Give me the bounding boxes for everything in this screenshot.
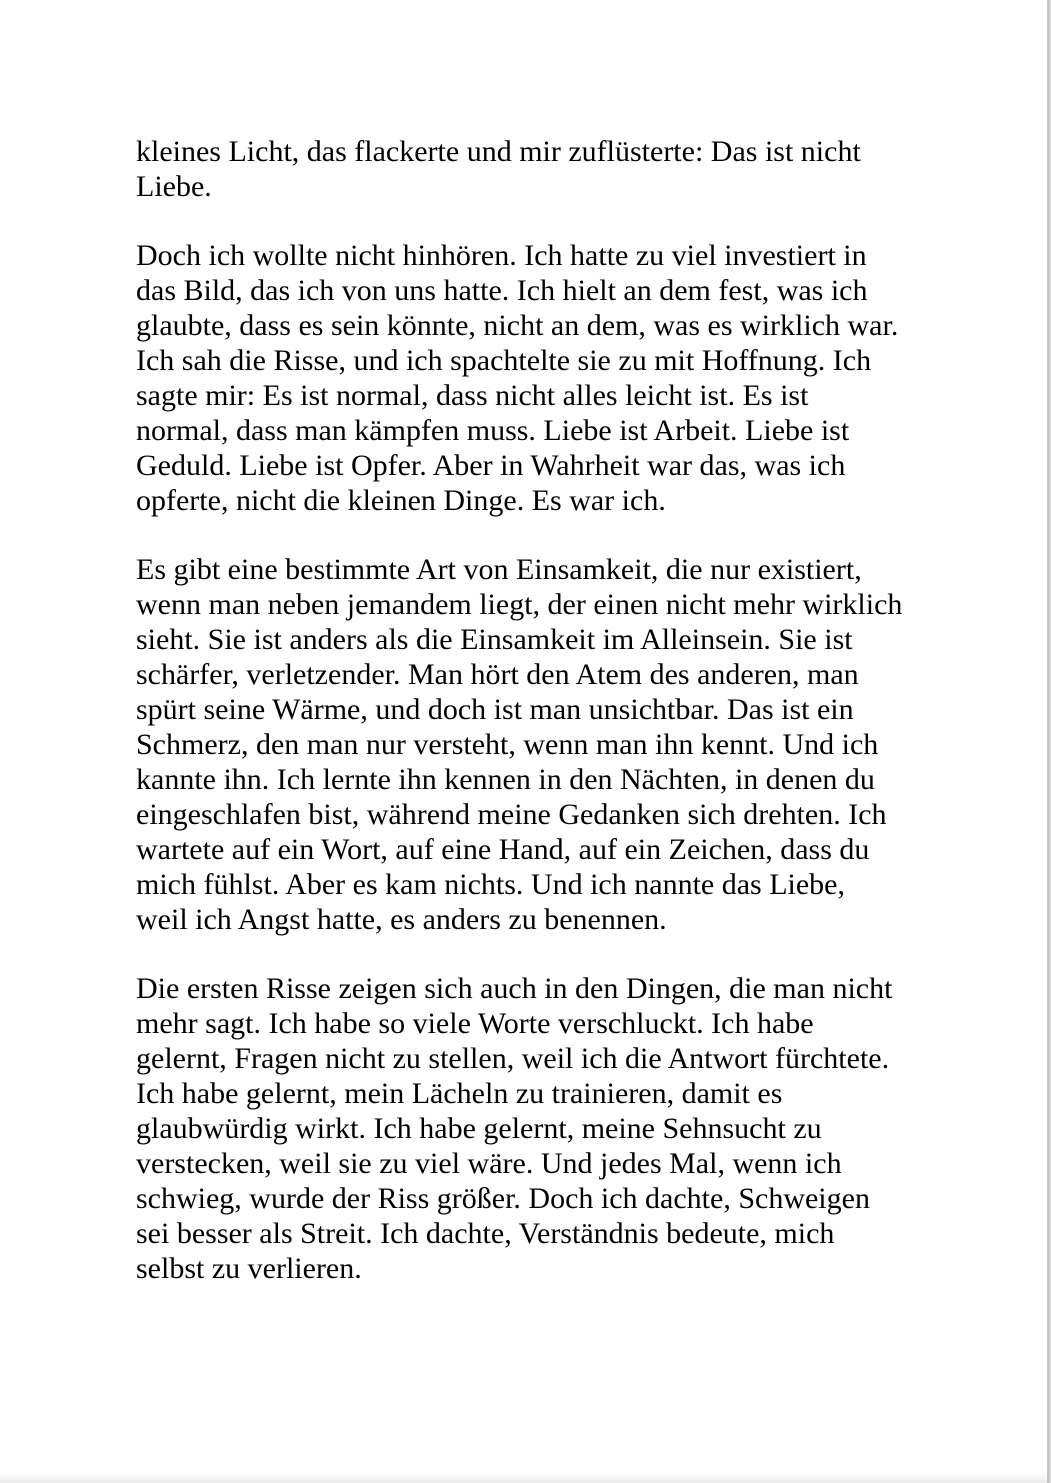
- text-line: sagte mir: Es ist normal, dass nicht alles leicht ist. Es ist: [136, 379, 809, 412]
- paragraph: [136, 971, 936, 1286]
- text-line: Schmerz, den man nur versteht, wenn man ihn kennt. Und ich: [136, 728, 879, 761]
- text-line: weil ich Angst hatte, es anders zu benennen.: [136, 903, 667, 936]
- paragraph: [136, 552, 936, 937]
- text-line: sei besser als Streit. Ich dachte, Verständnis bedeute, mich: [136, 1217, 835, 1250]
- text-line: kleines Licht, das flackerte und mir zuflüsterte: Das ist nicht: [136, 135, 861, 168]
- text-line: Liebe.: [136, 170, 212, 203]
- text-line: glaubte, dass es sein könnte, nicht an dem, was es wirklich war.: [136, 309, 899, 342]
- text-line: verstecken, weil sie zu viel wäre. Und jedes Mal, wenn ich: [136, 1147, 842, 1180]
- text-line: mehr sagt. Ich habe so viele Worte verschluckt. Ich habe: [136, 1007, 814, 1040]
- text-line: kannte ihn. Ich lernte ihn kennen in den Nächten, in denen du: [136, 763, 875, 796]
- text-line: wartete auf ein Wort, auf eine Hand, auf ein Zeichen, dass du: [136, 833, 870, 866]
- text-line: opferte, nicht die kleinen Dinge. Es war ich.: [136, 484, 666, 517]
- paragraph: [136, 238, 936, 518]
- text-line: sieht. Sie ist anders als die Einsamkeit im Alleinsein. Sie ist: [136, 623, 853, 656]
- text-line: wenn man neben jemandem liegt, der einen nicht mehr wirklich: [136, 588, 903, 621]
- text-line: glaubwürdig wirkt. Ich habe gelernt, meine Sehnsucht zu: [136, 1112, 822, 1145]
- text-line: spürt seine Wärme, und doch ist man unsichtbar. Das ist ein: [136, 693, 854, 726]
- text-line: Doch ich wollte nicht hinhören. Ich hatte zu viel investiert in: [136, 239, 867, 272]
- text-line: mich fühlst. Aber es kam nichts. Und ich nannte das Liebe,: [136, 868, 845, 901]
- text-line: Ich habe gelernt, mein Lächeln zu trainieren, damit es: [136, 1077, 783, 1110]
- text-line: Geduld. Liebe ist Opfer. Aber in Wahrheit war das, was ich: [136, 449, 846, 482]
- document-text: [136, 134, 936, 1320]
- text-line: Die ersten Risse zeigen sich auch in den Dingen, die man nicht: [136, 972, 893, 1005]
- text-line: Es gibt eine bestimmte Art von Einsamkeit, die nur existiert,: [136, 553, 862, 586]
- text-line: Ich sah die Risse, und ich spachtelte sie zu mit Hoffnung. Ich: [136, 344, 872, 377]
- text-line: normal, dass man kämpfen muss. Liebe ist Arbeit. Liebe ist: [136, 414, 850, 447]
- text-line: das Bild, das ich von uns hatte. Ich hielt an dem fest, was ich: [136, 274, 868, 307]
- paragraph: [136, 134, 936, 204]
- text-line: eingeschlafen bist, während meine Gedanken sich drehten. Ich: [136, 798, 887, 831]
- text-line: schärfer, verletzender. Man hört den Atem des anderen, man: [136, 658, 859, 691]
- page-bottom-edge: [0, 1472, 1051, 1483]
- text-line: gelernt, Fragen nicht zu stellen, weil ich die Antwort fürchtete.: [136, 1042, 890, 1075]
- text-line: schwieg, wurde der Riss größer. Doch ich dachte, Schweigen: [136, 1182, 870, 1215]
- text-line: selbst zu verlieren.: [136, 1252, 362, 1285]
